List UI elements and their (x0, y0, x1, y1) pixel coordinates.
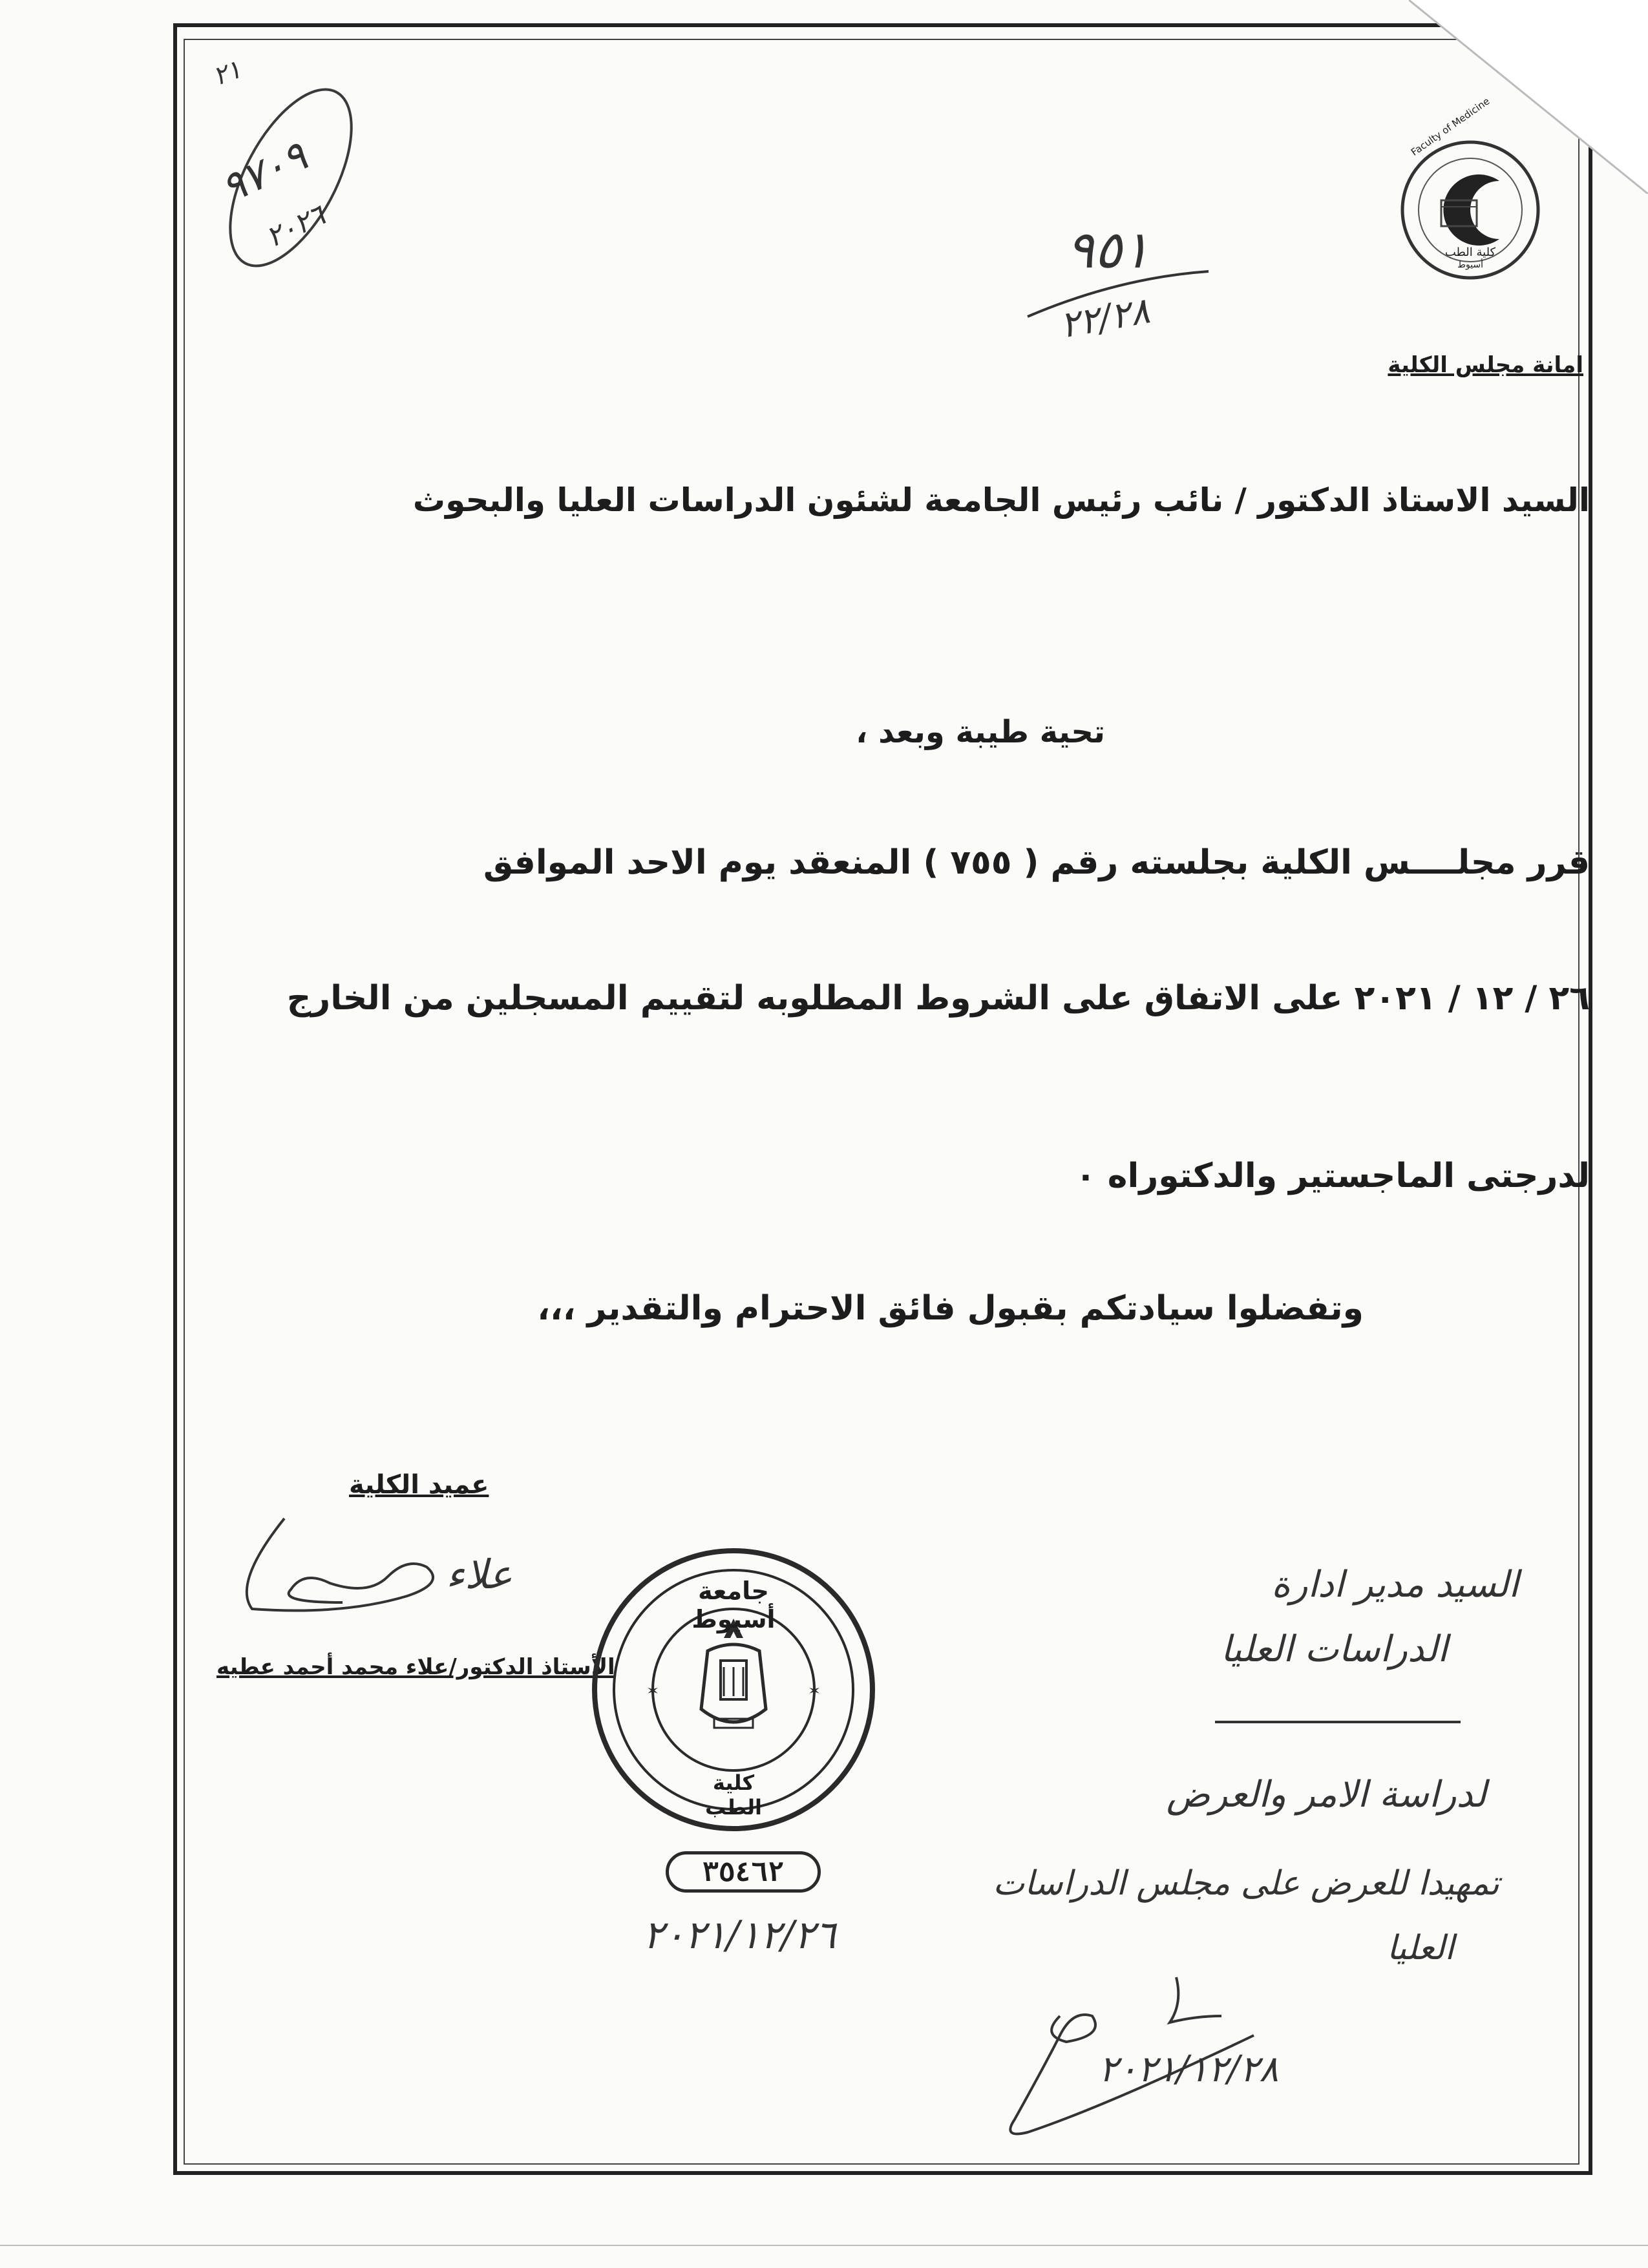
stamp-serial-box (666, 1851, 821, 1893)
official-stamp (585, 1541, 882, 1838)
department-heading: امانة مجلس الكلية (1388, 352, 1583, 378)
logo-text-en: Faculty of Medicine (1409, 95, 1492, 158)
minute-underline (1215, 1716, 1461, 1728)
closing-line: وتفضلوا سيادتكم بقبول فائق الاحترام والتقدير ،،، (537, 1289, 1364, 1328)
stamp-outer-text: جامعة أسيوط (692, 1577, 776, 1633)
dean-signature-scribble (213, 1506, 601, 1635)
faculty-logo (1396, 95, 1545, 284)
minute-line-4: تمهيدا للعرض على مجلس الدراسات (993, 1864, 1499, 1903)
stamp-inner-text: كلية الطب (704, 1770, 763, 1820)
page-border-inner (184, 39, 1579, 2165)
dean-signature-name: علاء (446, 1551, 513, 1598)
registry-note-circle (207, 71, 375, 284)
dean-name: الأستاذ الدكتور/علاء محمد أحمد عطيه (217, 1654, 615, 1680)
registry-number: ٩٧٠٩ (213, 132, 315, 213)
registry-mark: ٢١ (209, 54, 246, 92)
svg-text:✶: ✶ (808, 1682, 821, 1700)
body-line-2: ٢٦ / ١٢ / ٢٠٢١ على الاتفاق على الشروط المطلوبه لتقييم المسجلين من الخارج (286, 979, 1590, 1018)
addressee-line: السيد الاستاذ الدكتور / نائب رئيس الجامعة لشئون الدراسات العليا والبحوث (412, 481, 1590, 519)
minute-line-2: الدراسات العليا (1220, 1628, 1448, 1670)
registry-date: ٢٠٢٦ (260, 198, 330, 255)
minute-date: ٢٠٢١/١٢/٢٨ (1099, 2048, 1279, 2090)
incoming-date: ٢٢/٢٨ (1057, 289, 1153, 347)
minute-line-3: لدراسة الامر والعرض (1166, 1774, 1486, 1816)
stamp-date: ٢٠٢١/١٢/٢٦ (643, 1913, 836, 1958)
svg-text:✶: ✶ (646, 1682, 660, 1700)
scan-line (0, 2242, 1648, 2249)
greeting-line: تحية طيبة وبعد ، (856, 714, 1105, 750)
logo-text-ar: كلية الطب (1444, 246, 1496, 259)
body-line-1: قرر مجلــــس الكلية بجلسته رقم ( ٧٥٥ ) المنعقد يوم الاحد الموافق (483, 843, 1590, 882)
minute-line-1: السيد مدير ادارة (1271, 1564, 1519, 1606)
dean-title: عميد الكلية (349, 1470, 489, 1500)
dean-signature (213, 1506, 601, 1635)
body-line-3: لدرجتى الماجستير والدكتوراه ٠ (1075, 1157, 1590, 1195)
minute-line-5: العليا (1386, 1929, 1454, 1968)
stamp-serial: ٣٥٤٦٢ (702, 1856, 785, 1887)
logo-sub-ar: أسيوط (1457, 260, 1484, 270)
incoming-number: ٩٥١ (1066, 220, 1150, 280)
eagle-emblem-icon (701, 1619, 766, 1728)
